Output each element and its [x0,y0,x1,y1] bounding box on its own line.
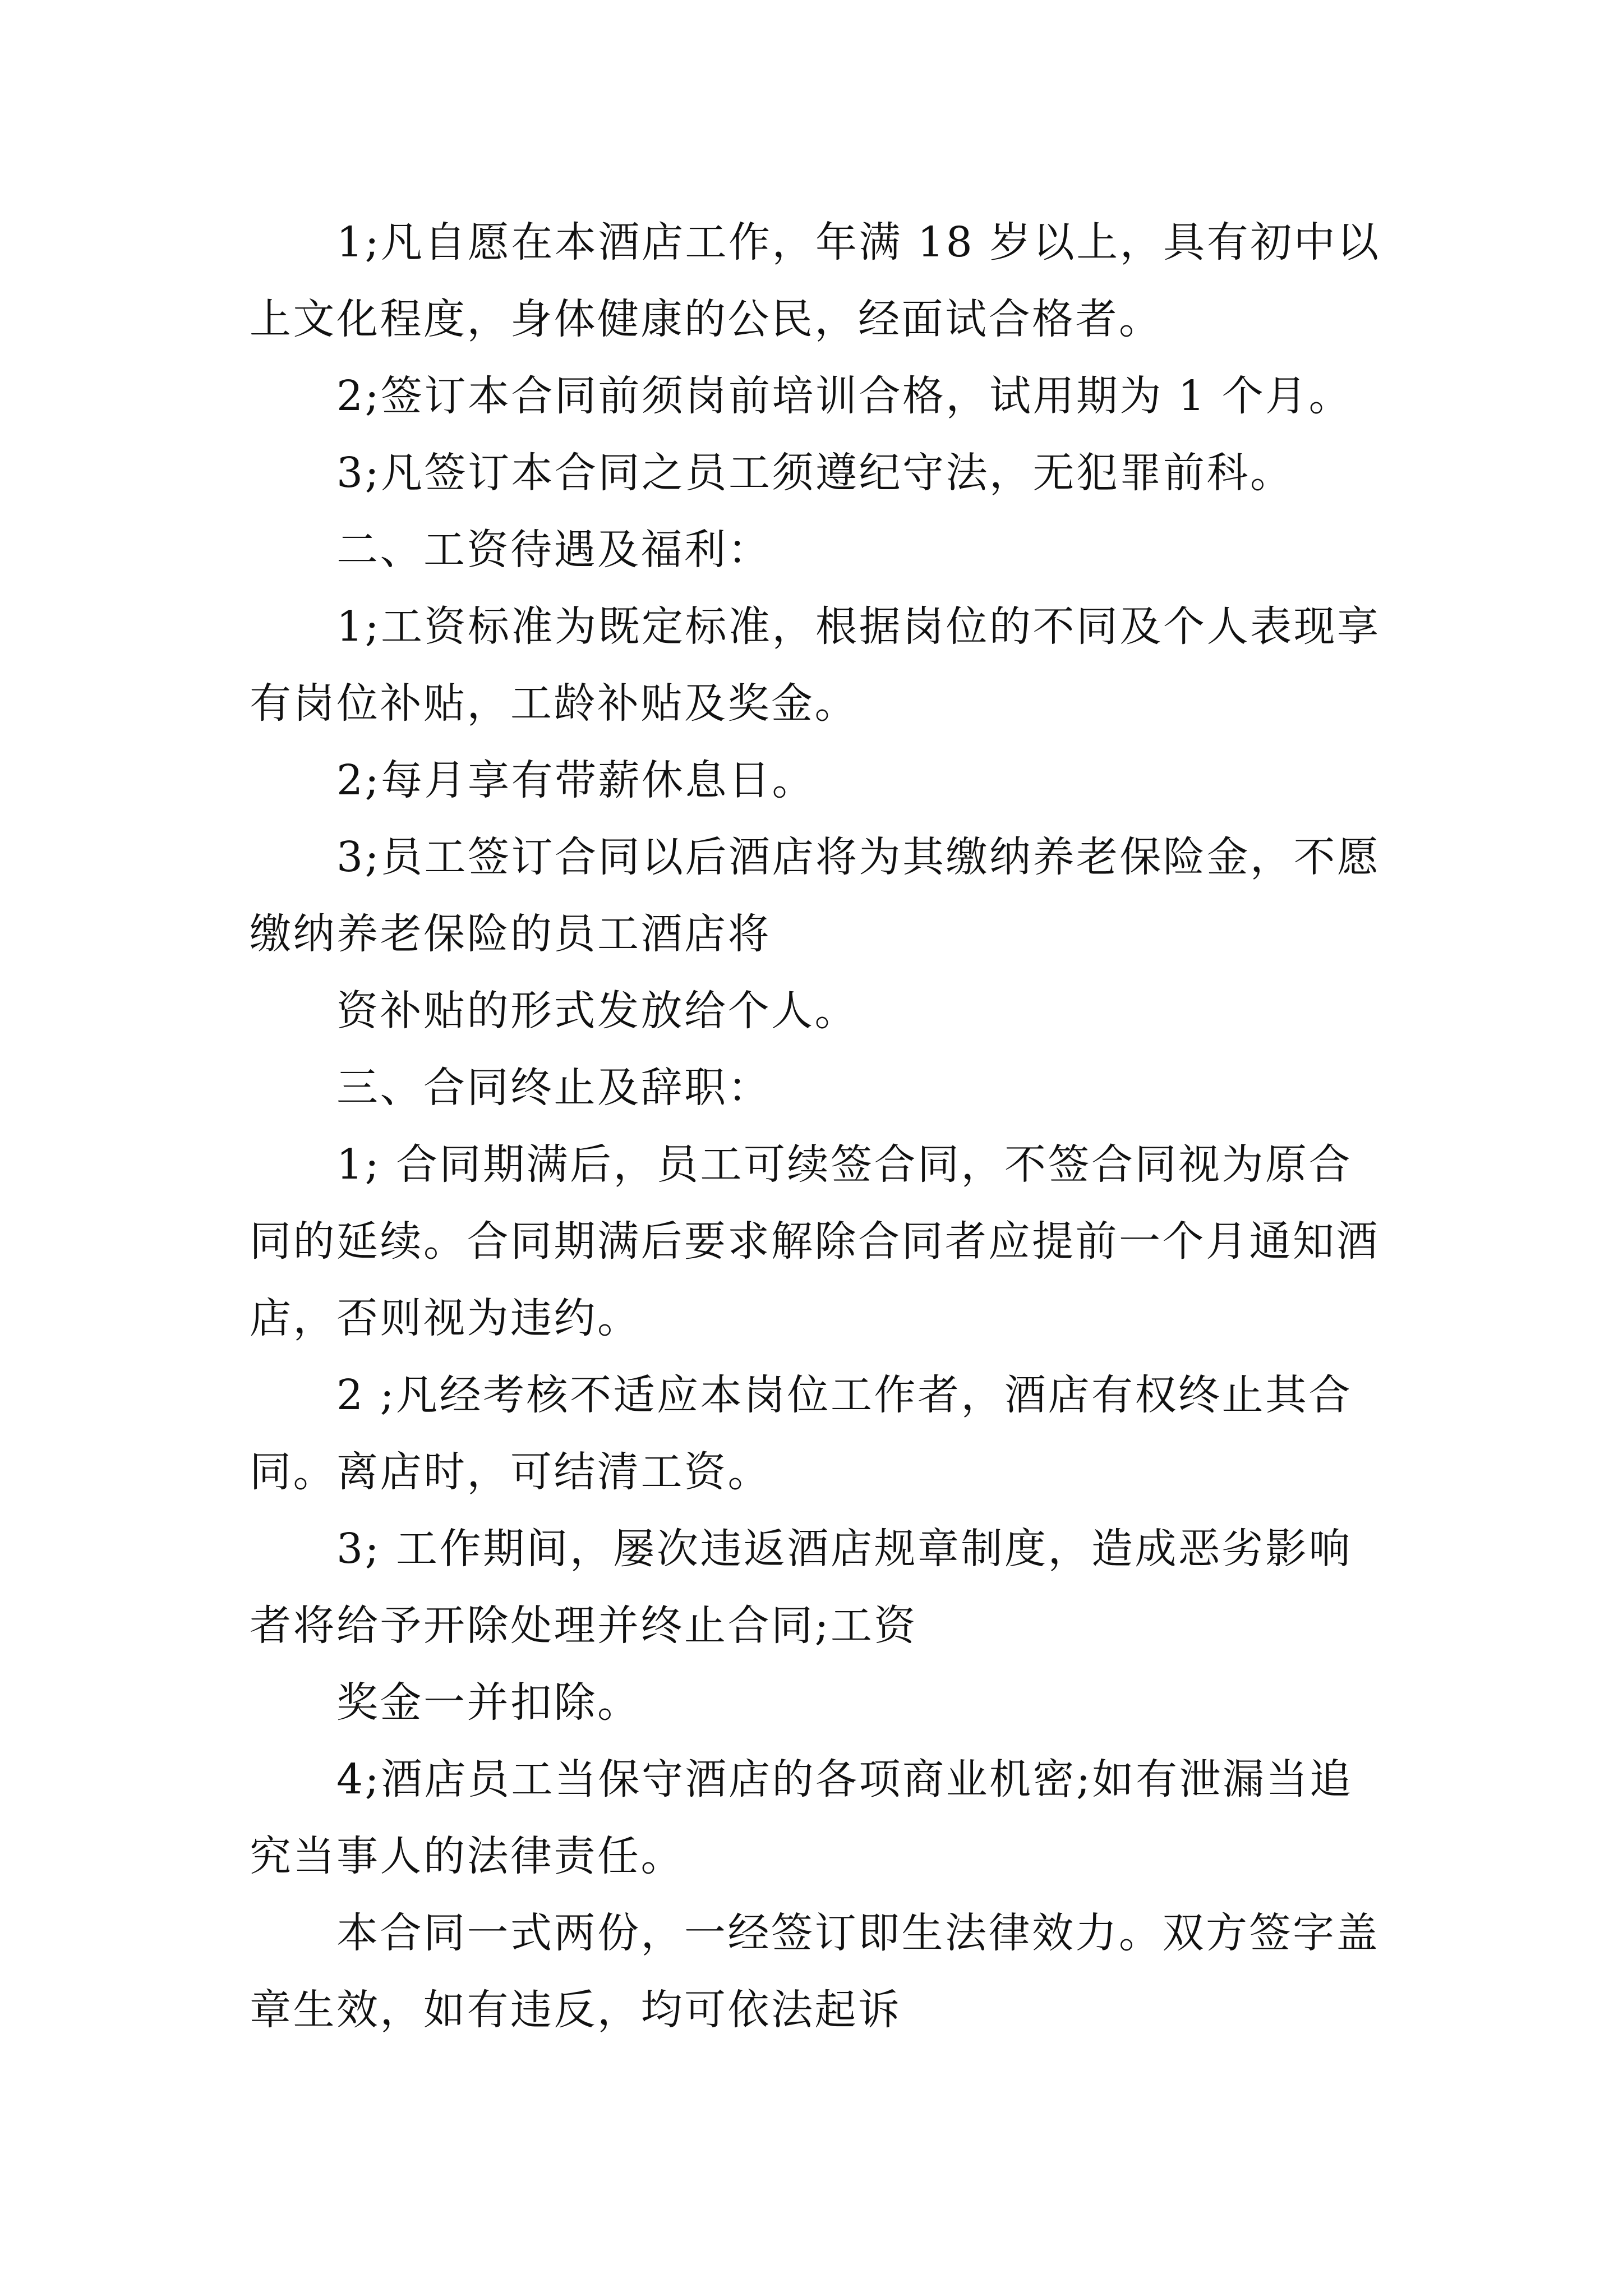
text-line: 缴纳养老保险的员工酒店将 [250,910,771,958]
text-line: 3;凡签订本合同之员工须遵纪守法，无犯罪前科。 [336,449,1294,497]
text-line: 2 ;凡经考核不适应本岗位工作者，酒店有权终止其合 [336,1371,1353,1419]
clause-contract-renewal [250,1126,1387,1357]
clause-eligibility [250,204,1387,358]
clause-assessment [250,1357,1387,1511]
text-line: 3;员工签订合同以后酒店将为其缴纳养老保险金，不愿 [336,833,1381,881]
text-line: 3; 工作期间，屡次违返酒店规章制度，造成恶劣影响 [336,1525,1353,1573]
clause-conduct [250,435,1387,512]
text-line: 4;酒店员工当保守酒店的各项商业机密;如有泄漏当追 [336,1755,1353,1803]
text-line: 资补贴的形式发放给个人。 [336,987,858,1035]
text-line: 同。离店时，可结清工资。 [250,1448,771,1496]
clause-dismissal [250,1511,1387,1664]
section-heading-termination [250,1050,1387,1126]
clause-pension [250,819,1387,973]
text-line: 者将给予开除处理并终止合同;工资 [250,1602,917,1650]
text-line: 章生效，如有违反，均可依法起诉 [250,1986,902,2034]
clause-training [250,358,1387,435]
text-line: 上文化程度，身体健康的公民，经面试合格者。 [250,295,1163,343]
text-line: 店，否则视为违约。 [250,1294,641,1342]
section-heading-salary [250,512,1387,588]
text-line: 有岗位补贴，工龄补贴及奖金。 [250,679,858,728]
clause-dismissal-continued [250,1664,1387,1741]
closing-statement [250,1895,1387,2049]
text-line: 同的延续。合同期满后要求解除合同者应提前一个月通知酒 [250,1217,1380,1266]
text-line: 本合同一式两份，一经签订即生法律效力。双方签字盖 [336,1909,1380,1957]
clause-confidentiality [250,1741,1387,1895]
text-line: 2;每月享有带薪休息日。 [336,756,816,804]
text-line: 1;工资标准为既定标准，根据岗位的不同及个人表现享 [336,602,1381,651]
text-line: 2;签订本合同前须岗前培训合格，试用期为 1 个月。 [336,372,1353,420]
text-line: 1; 合同期满后，员工可续签合同，不签合同视为原合 [336,1140,1353,1189]
text-line: 1;凡自愿在本酒店工作，年满 18 岁以上，具有初中以 [336,218,1381,266]
text-line: 究当事人的法律责任。 [250,1832,684,1880]
text-line: 奖金一并扣除。 [336,1678,641,1727]
clause-salary-standard [250,588,1387,742]
section-heading: 三、合同终止及辞职： [336,1064,771,1112]
clause-pension-continued [250,973,1387,1050]
clause-paid-leave [250,742,1387,819]
section-heading: 二、工资待遇及福利： [336,526,771,574]
